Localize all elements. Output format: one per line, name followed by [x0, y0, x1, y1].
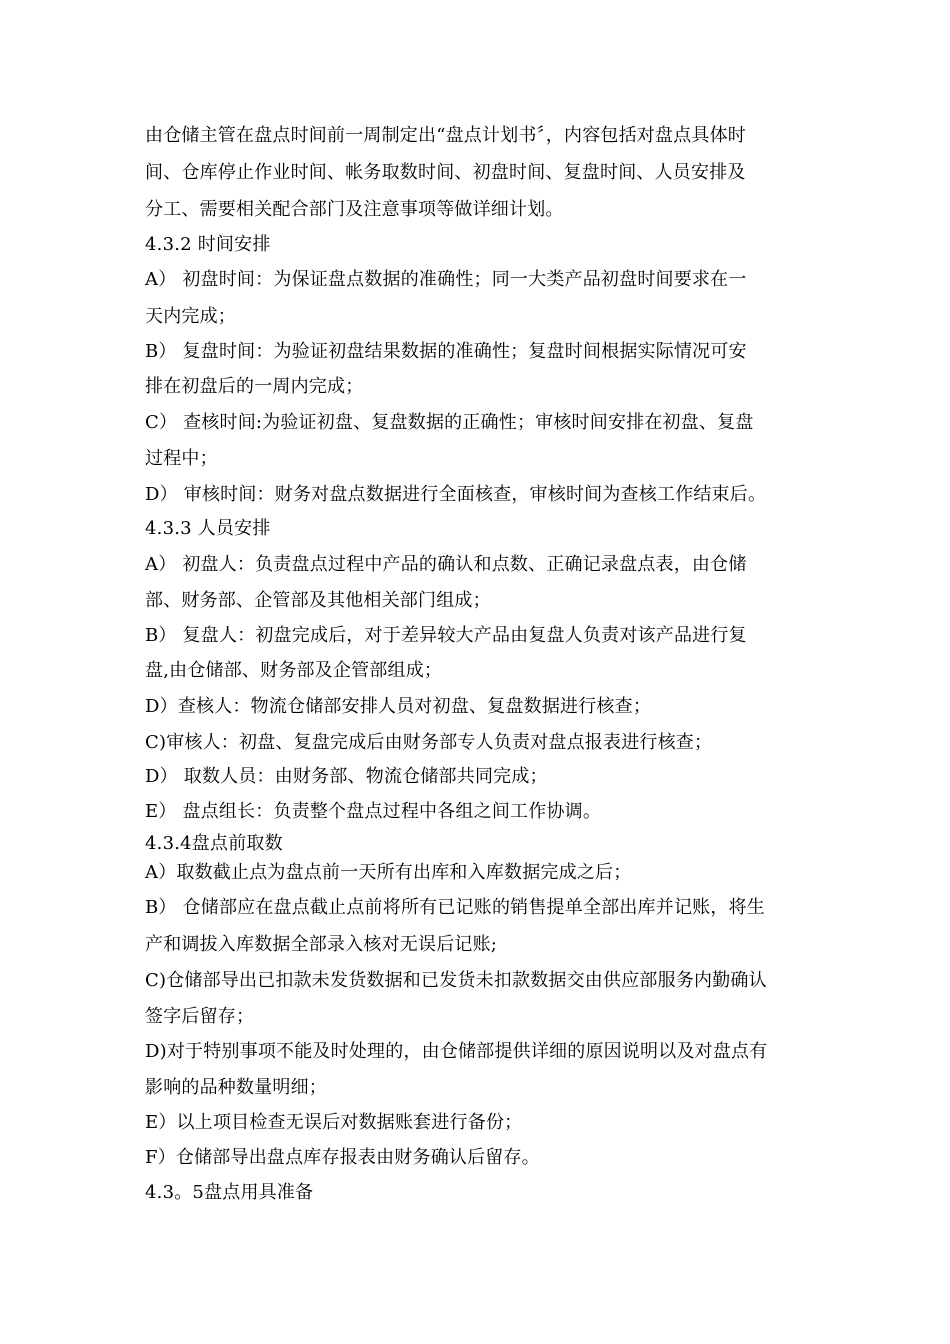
list-item-line: C)审核人：初盘、复盘完成后由财务部专人负责对盘点报表进行核查； [145, 732, 713, 753]
list-item-line: 盘,由仓储部、财务部及企管部组成； [145, 660, 443, 681]
list-item-line: 过程中； [145, 448, 218, 469]
list-item-line: D）查核人：物流仓储部安排人员对初盘、复盘数据进行核查； [145, 696, 652, 717]
list-item-line: B） 复盘人：初盘完成后，对于差异较大产品由复盘人负责对该产品进行复 [145, 625, 747, 646]
list-item-line: 产和调拔入库数据全部录入核对无误后记账; [145, 934, 498, 955]
list-item-line: C)仓储部导出已扣款未发货数据和已发货未扣款数据交由供应部服务内勤确认 [145, 970, 767, 991]
list-item-line: F）仓储部导出盘点库存报表由财务确认后留存。 [145, 1147, 540, 1168]
list-item-line: B） 复盘时间：为验证初盘结果数据的准确性；复盘时间根据实际情况可安 [145, 341, 747, 362]
list-item-line: A）取数截止点为盘点前一天所有出库和入库数据完成之后； [145, 862, 632, 883]
list-item-line: B） 仓储部应在盘点截止点前将所有已记账的销售提单全部出库并记账，将生 [145, 897, 765, 918]
paragraph-line: 分工、需要相关配合部门及注意事项等做详细计划。 [145, 199, 564, 220]
list-item-line: D)对于特别事项不能及时处理的，由仓储部提供详细的原因说明以及对盘点有 [145, 1041, 768, 1062]
list-item-line: 部、财务部、企管部及其他相关部门组成； [145, 590, 491, 611]
list-item-line: A） 初盘时间：为保证盘点数据的准确性；同一大类产品初盘时间要求在一 [145, 269, 747, 290]
list-item-line: E）以上项目检查无误后对数据账套进行备份； [145, 1112, 523, 1133]
list-item-line: E） 盘点组长：负责整个盘点过程中各组之间工作协调。 [145, 801, 602, 822]
list-item-line: D） 取数人员：由财务部、物流仓储部共同完成； [145, 766, 548, 787]
section-heading: 4.3.4盘点前取数 [145, 833, 283, 854]
list-item-line: 签字后留存； [145, 1006, 255, 1027]
list-item-line: C） 查核时间:为验证初盘、复盘数据的正确性；审核时间安排在初盘、复盘 [145, 412, 754, 433]
section-heading: 4.3。5盘点用具准备 [145, 1182, 314, 1203]
paragraph-line: 间、仓库停止作业时间、帐务取数时间、初盘时间、复盘时间、人员安排及 [145, 162, 746, 183]
list-item-line: A） 初盘人：负责盘点过程中产品的确认和点数、正确记录盘点表，由仓储 [145, 554, 747, 575]
list-item-line: 天内完成； [145, 306, 236, 327]
section-heading: 4.3.2 时间安排 [145, 234, 271, 255]
list-item-line: 排在初盘后的一周内完成； [145, 376, 364, 397]
section-heading: 4.3.3 人员安排 [145, 518, 271, 539]
list-item-line: D） 审核时间：财务对盘点数据进行全面核查，审核时间为查核工作结束后。 [145, 484, 767, 505]
paragraph-line: 由仓储主管在盘点时间前一周制定出“盘点计划书〞，内容包括对盘点具体时 [145, 125, 746, 146]
list-item-line: 影响的品种数量明细； [145, 1077, 327, 1098]
